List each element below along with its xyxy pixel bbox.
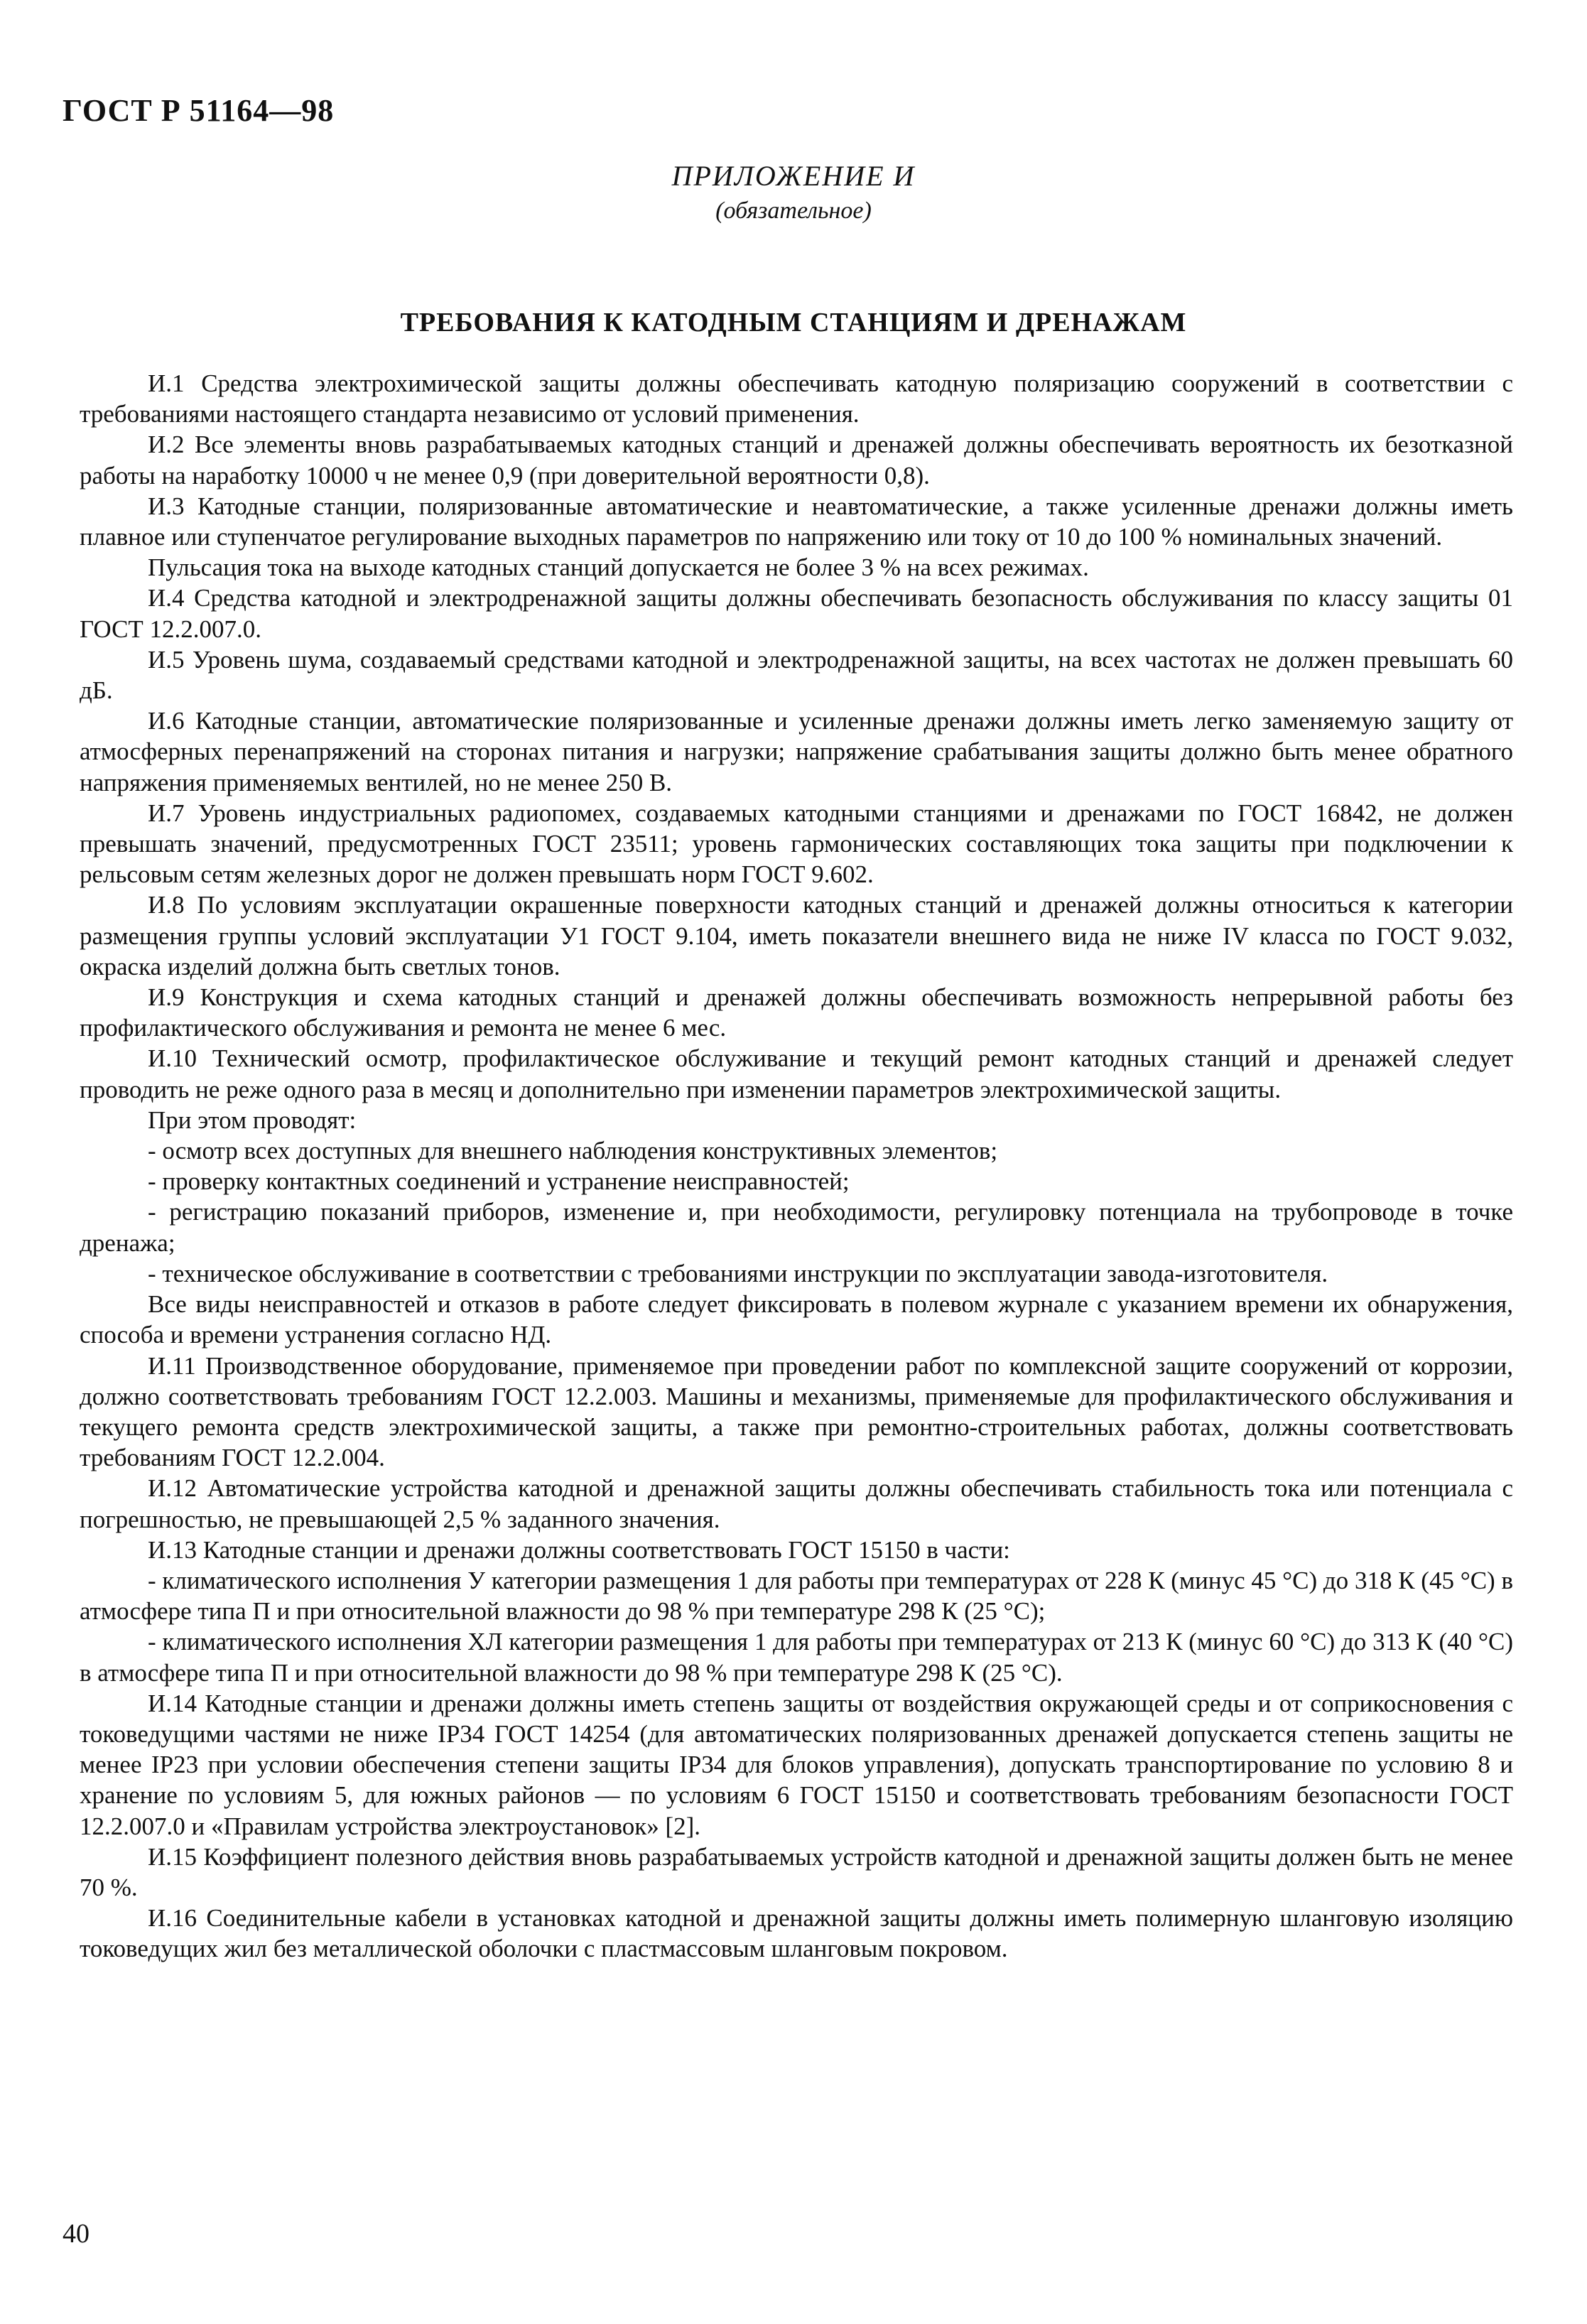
paragraph-i7: И.7 Уровень индустриальных радиопомех, создаваемых катодными станциями и дренажами по ГОСТ 16842, не должен превышать значений, предусмотренных ГОСТ 23511; уровень гармонических составляющих тока защиты при подключении к рельсовым сетям железных дорог не должен превышать норм ГОСТ 9.602. <box>80 799 1513 889</box>
paragraph-i1: И.1 Средства электрохимической защиты должны обеспечивать катодную поляризацию сооружений в соответствии с требованиями настоящего стандарта независимо от условий применения. <box>80 369 1513 428</box>
list-item: - регистрацию показаний приборов, изменение и, при необходимости, регулировку потенциала на трубопроводе в точке дренажа; <box>80 1198 1513 1257</box>
paragraph-i9: И.9 Конструкция и схема катодных станций и дренажей должны обеспечивать возможность непрерывной работы без профилактического обслуживания и ремонта не менее 6 мес. <box>80 983 1513 1042</box>
paragraph-i2: И.2 Все элементы вновь разрабатываемых катодных станций и дренажей должны обеспечивать вероятность их безотказной работы на наработку 10000 ч не менее 0,9 (при доверительной вероятности 0,8). <box>80 431 1513 490</box>
paragraph-faults: Все виды неисправностей и отказов в работе следует фиксировать в полевом журнале с указанием времени их обнаружения, способа и времени устранения согласно НД. <box>80 1290 1513 1349</box>
list-item: - осмотр всех доступных для внешнего наблюдения конструктивных элементов; <box>148 1137 998 1165</box>
appendix-title: ПРИЛОЖЕНИЕ И <box>671 160 916 192</box>
paragraph-i3: И.3 Катодные станции, поляризованные автоматические и неавтоматические, а также усиленные дренажи должны иметь плавное или ступенчатое регулирование выходных параметров по напряжению или току от 10 до 100 % номинальных значений. <box>80 492 1513 551</box>
paragraph-i12: И.12 Автоматические устройства катодной и дренажной защиты должны обеспечивать стабильность тока или потенциала с погрешностью, не превышающей 2,5 % заданного значения. <box>80 1474 1513 1533</box>
paragraph-list-intro: При этом проводят: <box>148 1106 357 1134</box>
paragraph-i5: И.5 Уровень шума, создаваемый средствами катодной и электродренажной защиты, на всех частотах не должен превышать 60 дБ. <box>80 645 1513 705</box>
list-item: - климатического исполнения ХЛ категории размещения 1 для работы при температурах от 213 К (минус 60 °С) до 313 К (40 °С) в атмосфере типа П и при относительной влажности до 98 % при температуре 298 К (25 °С). <box>80 1628 1513 1687</box>
paragraph-i4: И.4 Средства катодной и электродренажной защиты должны обеспечивать безопасность обслуживания по классу защиты 01 ГОСТ 12.2.007.0. <box>80 584 1513 643</box>
list-item: - проверку контактных соединений и устранение неисправностей; <box>148 1167 850 1196</box>
page-number: 40 <box>63 2219 90 2249</box>
section-heading: ТРЕБОВАНИЯ К КАТОДНЫМ СТАНЦИЯМ И ДРЕНАЖАМ <box>400 308 1187 337</box>
list-item: - техническое обслуживание в соответствии с требованиями инструкции по эксплуатации завода-изготовителя. <box>148 1259 1328 1287</box>
document-code: ГОСТ Р 51164—98 <box>63 93 335 128</box>
paragraph-i16: И.16 Соединительные кабели в установках катодной и дренажной защиты должны иметь полимерную шланговую изоляцию токоведущих жил без металлической оболочки с пластмассовым шланговым покровом. <box>80 1904 1513 1963</box>
paragraph-i14: И.14 Катодные станции и дренажи должны иметь степень защиты от воздействия окружающей среды и от соприкосновения с токоведущими частями не ниже IP34 ГОСТ 14254 (для автоматических поляризованных дренажей допускается степень защиты не менее IP23 при условии обеспечения степени защиты IP34 для блоков управления), допускать транспортирование по условию 8 и хранение по условиям 5, для южных районов — по условиям 6 ГОСТ 15150 и соответствовать требованиям безопасности ГОСТ 12.2.007.0 и «Правилам устройства электроустановок» [2]. <box>80 1689 1513 1840</box>
paragraph-i13: И.13 Катодные станции и дренажи должны соответствовать ГОСТ 15150 в части: <box>148 1535 1010 1564</box>
paragraph-pulsation: Пульсация тока на выходе катодных станций допускается не более 3 % на всех режимах. <box>148 553 1089 582</box>
paragraph-i6: И.6 Катодные станции, автоматические поляризованные и усиленные дренажи должны иметь легко заменяемую защиту от атмосферных перенапряжений на сторонах питания и нагрузки; напряжение срабатывания защиты должно быть менее обратного напряжения применяемых вентилей, но не менее 250 В. <box>80 707 1513 796</box>
paragraph-i11: И.11 Производственное оборудование, применяемое при проведении работ по комплексной защите сооружений от коррозии, должно соответствовать требованиям ГОСТ 12.2.003. Машины и механизмы, применяемые для профилактического обслуживания и текущего ремонта средств электрохимической защиты, а также при ремонтно-строительных работах, должны соответствовать требованиям ГОСТ 12.2.004. <box>80 1351 1513 1472</box>
list-item: - климатического исполнения У категории размещения 1 для работы при температурах от 228 К (минус 45 °С) до 318 К (45 °С) в атмосфере типа П и при относительной влажности до 98 % при температуре 298 К (25 °С); <box>80 1566 1513 1626</box>
paragraph-i10: И.10 Технический осмотр, профилактическое обслуживание и текущий ремонт катодных станций и дренажей следует проводить не реже одного раза в месяц и дополнительно при изменении параметров электрохимической защиты. <box>80 1044 1513 1103</box>
paragraph-i8: И.8 По условиям эксплуатации окрашенные поверхности катодных станций и дренажей должны относиться к категории размещения группы условий эксплуатации У1 ГОСТ 9.104, иметь показатели внешнего вида не ниже IV класса по ГОСТ 9.032, окраска изделий должна быть светлых тонов. <box>80 891 1513 980</box>
appendix-subtitle: (обязательное) <box>715 198 872 224</box>
paragraph-i15: И.15 Коэффициент полезного действия вновь разрабатываемых устройств катодной и дренажной защиты должен быть не менее 70 %. <box>80 1842 1513 1901</box>
body-text <box>80 368 1513 1964</box>
